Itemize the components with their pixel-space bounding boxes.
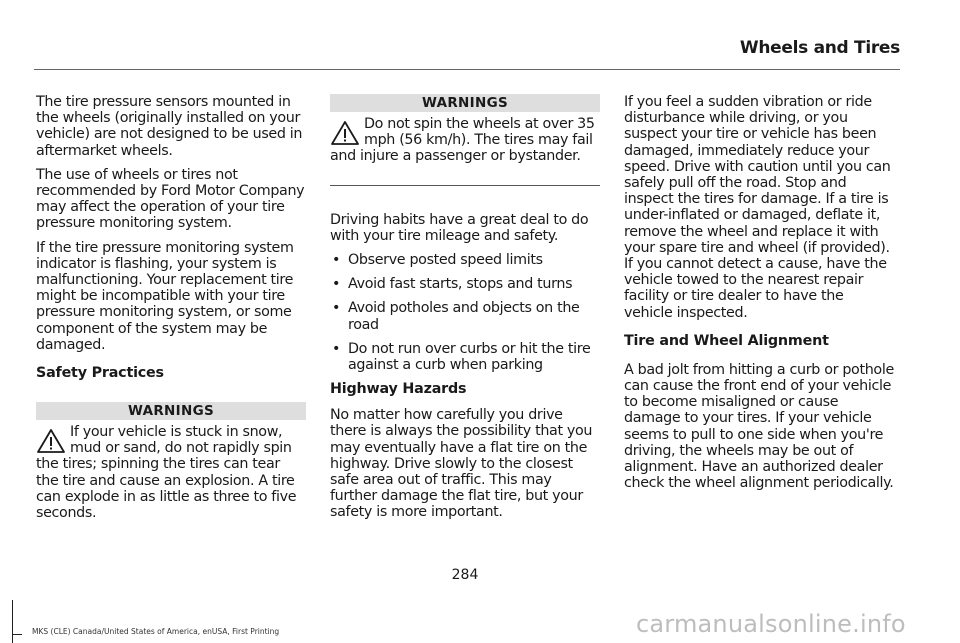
warning-text: If your vehicle is stuck in snow, mud or sand, do not rapidly spin the tires; spinning the tires can tear the tire and cause an explosion. A tire can explode in as little as three to five seconds. [36,424,297,522]
heading-safety-practices: Safety Practices [36,365,164,382]
crop-mark [12,600,13,643]
heading-alignment: Tire and Wheel Alignment [624,332,829,349]
paragraph-sensors: The tire pressure sensors mounted in the wheels (originally installed on your vehicle) are not designed to be used in aftermarket wheels. [36,94,303,159]
paragraph-wheels-tires: The use of wheels or tires not recommended by Ford Motor Company may affect the operation of your tire pressure monitoring system. [36,166,305,232]
paragraph-indicator: If the tire pressure monitoring system indicator is flashing, your system is malfunctioning. Your replacement tire might be incompatible with your tire pressure monitoring system, or some component of the system may be damaged. [36,239,294,353]
heading-highway-hazards: Highway Hazards [330,381,467,398]
page-title: Wheels and Tires [739,38,900,58]
warning-triangle-icon [36,428,66,454]
page-number: 284 [451,567,479,583]
warning-end-divider [330,185,600,186]
column-1 [36,94,306,521]
warning-box [36,402,306,521]
warning-text-container [330,116,600,165]
warning-title: WARNINGS [36,402,306,420]
list-item: • Avoid fast starts, stops and turns [332,276,573,293]
header-divider [34,69,900,70]
warning-text: Do not spin the wheels at over 35 mph (56 km/h). The tires may fail and injure a passenger or bystander. [330,116,595,165]
print-info: MKS (CLE) Canada/United States of America, enUSA, First Printing [32,627,280,636]
paragraph-driving-habits: Driving habits have a great deal to do with your tire mileage and safety. [330,211,589,244]
list-item: • Observe posted speed limits [332,252,543,269]
column-2 [330,94,600,529]
warning-box [330,94,600,186]
list-item: • Do not run over curbs or hit the tire against a curb when parking [332,340,591,374]
warning-title: WARNINGS [330,94,600,112]
tips-list [330,252,600,373]
warning-text-container [36,424,306,521]
list-item: • Avoid potholes and objects on the road [332,300,580,333]
crop-mark [12,634,22,635]
watermark: carmanualsonline.info [636,610,906,638]
paragraph-highway: No matter how carefully you drive there is always the possibility that you may eventually have a flat tire on the highway. Drive slowly to the closest safe area out of traffic. This may further damage the flat tire, but your safety is more important. [330,407,593,521]
paragraph-alignment: A bad jolt from hitting a curb or pothole can cause the front end of your vehicle to become misaligned or cause damage to your tires. If your vehicle seems to pull to one side when you're driving, the wheels may be out of alignment. Have an authorized dealer check the wheel alignment periodically. [624,361,894,492]
column-3 [624,94,894,499]
warning-triangle-icon [330,120,360,146]
paragraph-vibration: If you feel a sudden vibration or ride disturbance while driving, or you suspect your tire or vehicle has been damaged, immediately reduce your speed. Drive with caution until you can safely pull off the road. Stop and inspect the tires for damage. If a tire is under-inflated or damaged, deflate it, remove the wheel and replace it with your spare tire and wheel (if provided). If you cannot detect a cause, have the vehicle towed to the nearest repair facility or tire dealer to have the vehicle inspected. [624,94,891,321]
